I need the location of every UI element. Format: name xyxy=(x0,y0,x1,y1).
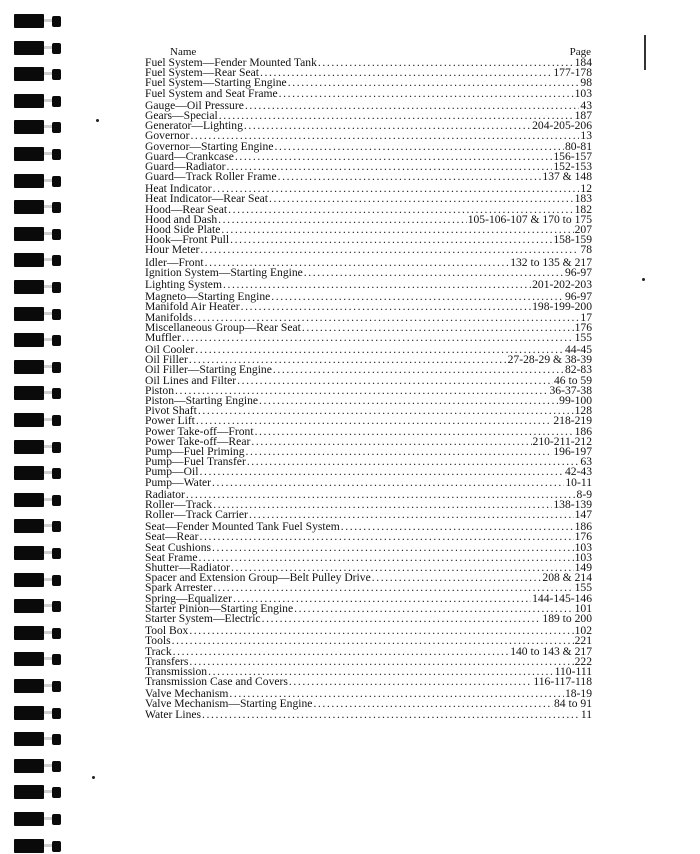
binding-ring xyxy=(14,41,64,55)
leader-dots xyxy=(273,365,564,375)
entry-name: Power Take-off—Front xyxy=(145,424,254,438)
leader-dots xyxy=(251,437,531,447)
leader-dots xyxy=(294,604,573,614)
entry-page: 156-157 xyxy=(553,149,592,163)
entry-page: 103 xyxy=(574,540,592,554)
index-entry xyxy=(145,707,592,721)
index-entry xyxy=(145,277,592,291)
leader-dots xyxy=(212,543,574,553)
entry-page: 84 to 91 xyxy=(553,697,592,711)
index-entry xyxy=(145,677,592,687)
entry-name: Generator—Lighting xyxy=(145,119,243,133)
entry-name: Miscellaneous Group—Rear Seat xyxy=(145,320,301,334)
leader-dots xyxy=(241,302,531,312)
entry-name: Radiator xyxy=(145,487,185,501)
binding-ring xyxy=(14,440,64,454)
leader-dots xyxy=(279,89,574,99)
index-entry xyxy=(145,654,592,668)
entry-page: 189 to 200 xyxy=(542,611,592,625)
entry-name: Spring—Equalizer xyxy=(145,591,232,605)
binding-ring xyxy=(14,706,64,720)
index-entries xyxy=(145,58,592,720)
entry-name: Power Lift xyxy=(145,414,195,428)
leader-dots xyxy=(213,500,552,510)
binding-ring xyxy=(14,200,64,214)
entry-page: 43 xyxy=(580,98,592,112)
entry-page: 187 xyxy=(574,108,592,122)
entry-page: 186 xyxy=(574,424,592,438)
binding-ring xyxy=(14,839,64,853)
entry-page: 18-19 xyxy=(564,687,592,701)
index-entry xyxy=(145,457,592,467)
entry-name: Guard—Crankcase xyxy=(145,149,234,163)
leader-dots xyxy=(186,490,576,500)
binding-ring xyxy=(14,493,64,507)
name-column-label: Name xyxy=(170,45,197,58)
entry-page: 207 xyxy=(574,223,592,236)
entry-name: Manifold Air Heater xyxy=(145,300,240,314)
entry-name: Seat—Fender Mounted Tank Fuel System xyxy=(145,520,340,534)
entry-page: 176 xyxy=(574,530,592,544)
leader-dots xyxy=(189,626,573,636)
entry-name: Oil Cooler xyxy=(145,343,195,357)
entry-name: Roller—Track Carrier xyxy=(145,508,248,522)
entry-page: 78 xyxy=(580,243,592,257)
leader-dots xyxy=(274,142,563,152)
binding-ring xyxy=(14,333,64,347)
entry-name: Muffler xyxy=(145,330,181,344)
entry-name: Seat Frame xyxy=(145,550,198,564)
entry-page: 221 xyxy=(574,634,592,648)
entry-page: 27-28-29 & 38-39 xyxy=(507,353,592,367)
leader-dots xyxy=(218,215,467,225)
entry-page: 96-97 xyxy=(564,265,592,279)
leader-dots xyxy=(302,323,574,333)
binding-ring xyxy=(14,174,64,188)
index-entry xyxy=(145,467,592,477)
index-entry xyxy=(145,245,592,255)
entry-name: Starter System—Electric xyxy=(145,611,261,625)
index-entry xyxy=(145,320,592,334)
entry-name: Oil Filler xyxy=(145,353,188,367)
entry-name: Pump—Oil xyxy=(145,465,199,479)
entry-page: 10-11 xyxy=(565,475,592,489)
entry-name: Gears—Special xyxy=(145,108,218,122)
entry-page: 176 xyxy=(574,320,592,334)
binding-ring xyxy=(14,413,64,427)
leader-dots xyxy=(289,677,533,687)
entry-name: Manifolds xyxy=(145,310,193,324)
entry-name: Ignition System—Starting Engine xyxy=(145,265,303,279)
leader-dots xyxy=(245,101,580,111)
entry-name: Oil Filler—Starting Engine xyxy=(145,363,272,377)
entry-name: Lighting System xyxy=(145,277,222,291)
binding-ring xyxy=(14,626,64,640)
entry-name: Fuel System—Fender Mounted Tank xyxy=(145,56,317,69)
entry-page: 46 to 59 xyxy=(553,373,592,387)
entry-page: 132 to 135 & 217 xyxy=(510,255,592,269)
binding-ring xyxy=(14,466,64,480)
entry-page: 101 xyxy=(574,601,592,615)
index-entry xyxy=(145,573,592,583)
entry-name: Water Lines xyxy=(145,707,202,721)
leader-dots xyxy=(260,68,552,78)
leader-dots xyxy=(182,333,574,343)
entry-page: 155 xyxy=(574,581,592,595)
binding-ring xyxy=(14,812,64,826)
entry-page: 196-197 xyxy=(553,444,592,458)
entry-page: 44-45 xyxy=(564,343,592,357)
entry-name: Pump—Fuel Transfer xyxy=(145,455,246,469)
entry-page: 105-106-107 & 170 to 175 xyxy=(467,212,592,226)
entry-page: 13 xyxy=(580,129,592,143)
leader-dots xyxy=(249,510,574,520)
entry-name: Guard—Radiator xyxy=(145,159,226,173)
entry-page: 102 xyxy=(574,624,592,638)
stray-mark xyxy=(642,278,645,281)
stray-mark xyxy=(96,119,99,122)
entry-page: 82-83 xyxy=(564,363,592,377)
entry-name: Starter Pinion—Starting Engine xyxy=(145,601,294,615)
entry-name: Heat Indicator—Rear Seat xyxy=(145,192,268,206)
entry-page: 8-9 xyxy=(576,487,592,501)
leader-dots xyxy=(202,710,580,720)
leader-dots xyxy=(199,532,573,542)
entry-page: 155 xyxy=(574,330,592,344)
index-entry xyxy=(145,532,592,542)
leader-dots xyxy=(244,121,531,131)
entry-name: Guard—Track Roller Frame xyxy=(145,170,277,184)
leader-dots xyxy=(198,553,573,563)
entry-name: Fuel System—Rear Seat xyxy=(145,66,259,80)
binding-ring xyxy=(14,227,64,241)
entry-page: 17 xyxy=(580,310,592,324)
entry-page: 63 xyxy=(580,455,592,469)
index-entry xyxy=(145,510,592,520)
entry-name: Seat Cushions xyxy=(145,540,212,554)
entry-name: Hood—Rear Seat xyxy=(145,202,228,216)
leader-dots xyxy=(271,292,564,302)
entry-name: Hour Meter xyxy=(145,243,200,257)
index-entry xyxy=(145,699,592,709)
leader-dots xyxy=(288,78,580,88)
binding-ring xyxy=(14,360,64,374)
leader-dots xyxy=(304,268,564,278)
index-entry xyxy=(145,406,592,416)
index-entry xyxy=(145,396,592,406)
leader-dots xyxy=(278,172,542,182)
index-entry xyxy=(145,265,592,279)
entry-page: 186 xyxy=(574,520,592,534)
entry-name: Piston—Starting Engine xyxy=(145,394,259,407)
margin-mark xyxy=(644,35,646,70)
entry-name: Heat Indicator xyxy=(145,182,212,196)
entry-page: 36-37-38 xyxy=(549,383,592,397)
leader-dots xyxy=(219,111,574,121)
entry-name: Power Take-off—Rear xyxy=(145,434,251,448)
index-entry xyxy=(145,121,592,131)
leader-dots xyxy=(318,58,574,68)
entry-page: 210-211-212 xyxy=(532,434,592,448)
entry-name: Transfers xyxy=(145,654,189,668)
parts-index xyxy=(145,41,592,720)
leader-dots xyxy=(198,406,574,416)
leader-dots xyxy=(259,396,558,406)
entry-page: 144-145-146 xyxy=(532,591,592,605)
entry-name: Hood and Dash xyxy=(145,212,218,226)
spiral-binding xyxy=(0,0,78,854)
binding-ring xyxy=(14,785,64,799)
index-entry xyxy=(145,86,592,100)
entry-page: 184 xyxy=(574,56,592,69)
leader-dots xyxy=(255,427,574,437)
entry-name: Valve Mechanism xyxy=(145,687,229,701)
leader-dots xyxy=(189,657,573,667)
binding-ring xyxy=(14,652,64,666)
entry-page: 152-153 xyxy=(553,159,592,173)
entry-page: 98 xyxy=(580,76,592,90)
entry-page: 149 xyxy=(574,561,592,574)
binding-ring xyxy=(14,679,64,693)
leader-dots xyxy=(221,225,573,235)
leader-dots xyxy=(313,699,553,709)
binding-ring xyxy=(14,599,64,613)
binding-ring xyxy=(14,147,64,161)
entry-page: 218-219 xyxy=(553,414,592,428)
index-entry xyxy=(145,522,592,532)
entry-page: 177-178 xyxy=(553,66,592,80)
binding-ring xyxy=(14,759,64,773)
binding-ring xyxy=(14,519,64,533)
leader-dots xyxy=(173,647,510,657)
entry-name: Fuel System and Seat Frame xyxy=(145,86,278,100)
index-entry xyxy=(145,611,592,625)
leader-dots xyxy=(341,522,574,532)
leader-dots xyxy=(269,194,574,204)
leader-dots xyxy=(262,614,542,624)
entry-page: 182 xyxy=(574,202,592,216)
entry-name: Transmission Case and Covers xyxy=(145,675,288,689)
leader-dots xyxy=(247,457,580,467)
binding-ring xyxy=(14,94,64,108)
entry-page: 116-117-118 xyxy=(533,675,592,689)
entry-page: 222 xyxy=(574,654,592,668)
leader-dots xyxy=(199,467,563,477)
leader-dots xyxy=(223,280,531,290)
entry-page: 103 xyxy=(574,86,592,100)
entry-name: Roller—Track xyxy=(145,497,213,511)
entry-page: 128 xyxy=(574,404,592,418)
entry-name: Piston xyxy=(145,383,174,397)
index-entry xyxy=(145,373,592,387)
entry-name: Transmission xyxy=(145,664,208,678)
index-entry xyxy=(145,302,592,312)
entry-name: Tools xyxy=(145,634,171,648)
leader-dots xyxy=(246,447,553,457)
index-entry xyxy=(145,172,592,182)
entry-name: Spacer and Extension Group—Belt Pulley Drive xyxy=(145,571,371,585)
binding-ring xyxy=(14,386,64,400)
leader-dots xyxy=(372,573,542,583)
binding-ring xyxy=(14,14,64,28)
binding-ring xyxy=(14,253,64,267)
entry-name: Fuel System—Starting Engine xyxy=(145,76,287,90)
entry-name: Magneto—Starting Engine xyxy=(145,290,271,304)
leader-dots xyxy=(200,245,579,255)
entry-page: 204-205-206 xyxy=(532,119,592,133)
entry-name: Track xyxy=(145,644,172,658)
entry-name: Tool Box xyxy=(145,624,189,638)
index-entry xyxy=(145,330,592,344)
entry-page: 99-100 xyxy=(559,394,592,407)
entry-page: 208 & 214 xyxy=(542,571,592,585)
entry-name: Pump—Water xyxy=(145,475,212,489)
leader-dots xyxy=(230,235,552,245)
index-entry xyxy=(145,540,592,554)
entry-name: Governor—Starting Engine xyxy=(145,139,274,153)
entry-name: Pivot Shaft xyxy=(145,404,197,418)
entry-page: 96-97 xyxy=(564,290,592,304)
stray-mark xyxy=(92,776,95,779)
index-entry xyxy=(145,235,592,245)
entry-page: 80-81 xyxy=(564,139,592,153)
binding-ring xyxy=(14,546,64,560)
entry-name: Oil Lines and Filter xyxy=(145,373,237,387)
leader-dots xyxy=(235,152,552,162)
index-entry xyxy=(145,626,592,636)
entry-name: Valve Mechanism—Starting Engine xyxy=(145,697,313,711)
binding-ring xyxy=(14,573,64,587)
binding-ring xyxy=(14,67,64,81)
entry-page: 201-202-203 xyxy=(532,277,592,291)
entry-page: 12 xyxy=(580,182,592,196)
entry-name: Shutter—Radiator xyxy=(145,561,231,574)
leader-dots xyxy=(212,478,564,488)
binding-ring xyxy=(14,280,64,294)
entry-name: Idler—Front xyxy=(145,255,204,269)
index-entry xyxy=(145,644,592,658)
entry-page: 137 & 148 xyxy=(542,170,592,184)
binding-ring xyxy=(14,120,64,134)
page-column-label: Page xyxy=(569,45,591,58)
entry-page: 11 xyxy=(580,707,592,721)
entry-name: Spark Arrester xyxy=(145,581,213,595)
entry-page: 140 to 143 & 217 xyxy=(510,644,592,658)
entry-page: 42-43 xyxy=(564,465,592,479)
binding-ring xyxy=(14,307,64,321)
entry-name: Pump—Fuel Priming xyxy=(145,444,245,458)
index-entry xyxy=(145,475,592,489)
entry-name: Seat—Rear xyxy=(145,530,199,544)
index-entry xyxy=(145,487,592,501)
entry-page: 158-159 xyxy=(553,233,592,247)
leader-dots xyxy=(213,583,573,593)
entry-page: 183 xyxy=(574,192,592,206)
entry-name: Governor xyxy=(145,129,190,143)
leader-dots xyxy=(237,376,553,386)
entry-name: Hood Side Plate xyxy=(145,223,221,236)
entry-page: 147 xyxy=(574,508,592,522)
entry-page: 138-139 xyxy=(553,497,592,511)
entry-page: 110-111 xyxy=(554,664,592,678)
binding-ring xyxy=(14,732,64,746)
entry-page: 198-199-200 xyxy=(532,300,592,314)
entry-name: Gauge—Oil Pressure xyxy=(145,98,244,112)
entry-page: 103 xyxy=(574,550,592,564)
entry-name: Hook—Front Pull xyxy=(145,233,230,247)
